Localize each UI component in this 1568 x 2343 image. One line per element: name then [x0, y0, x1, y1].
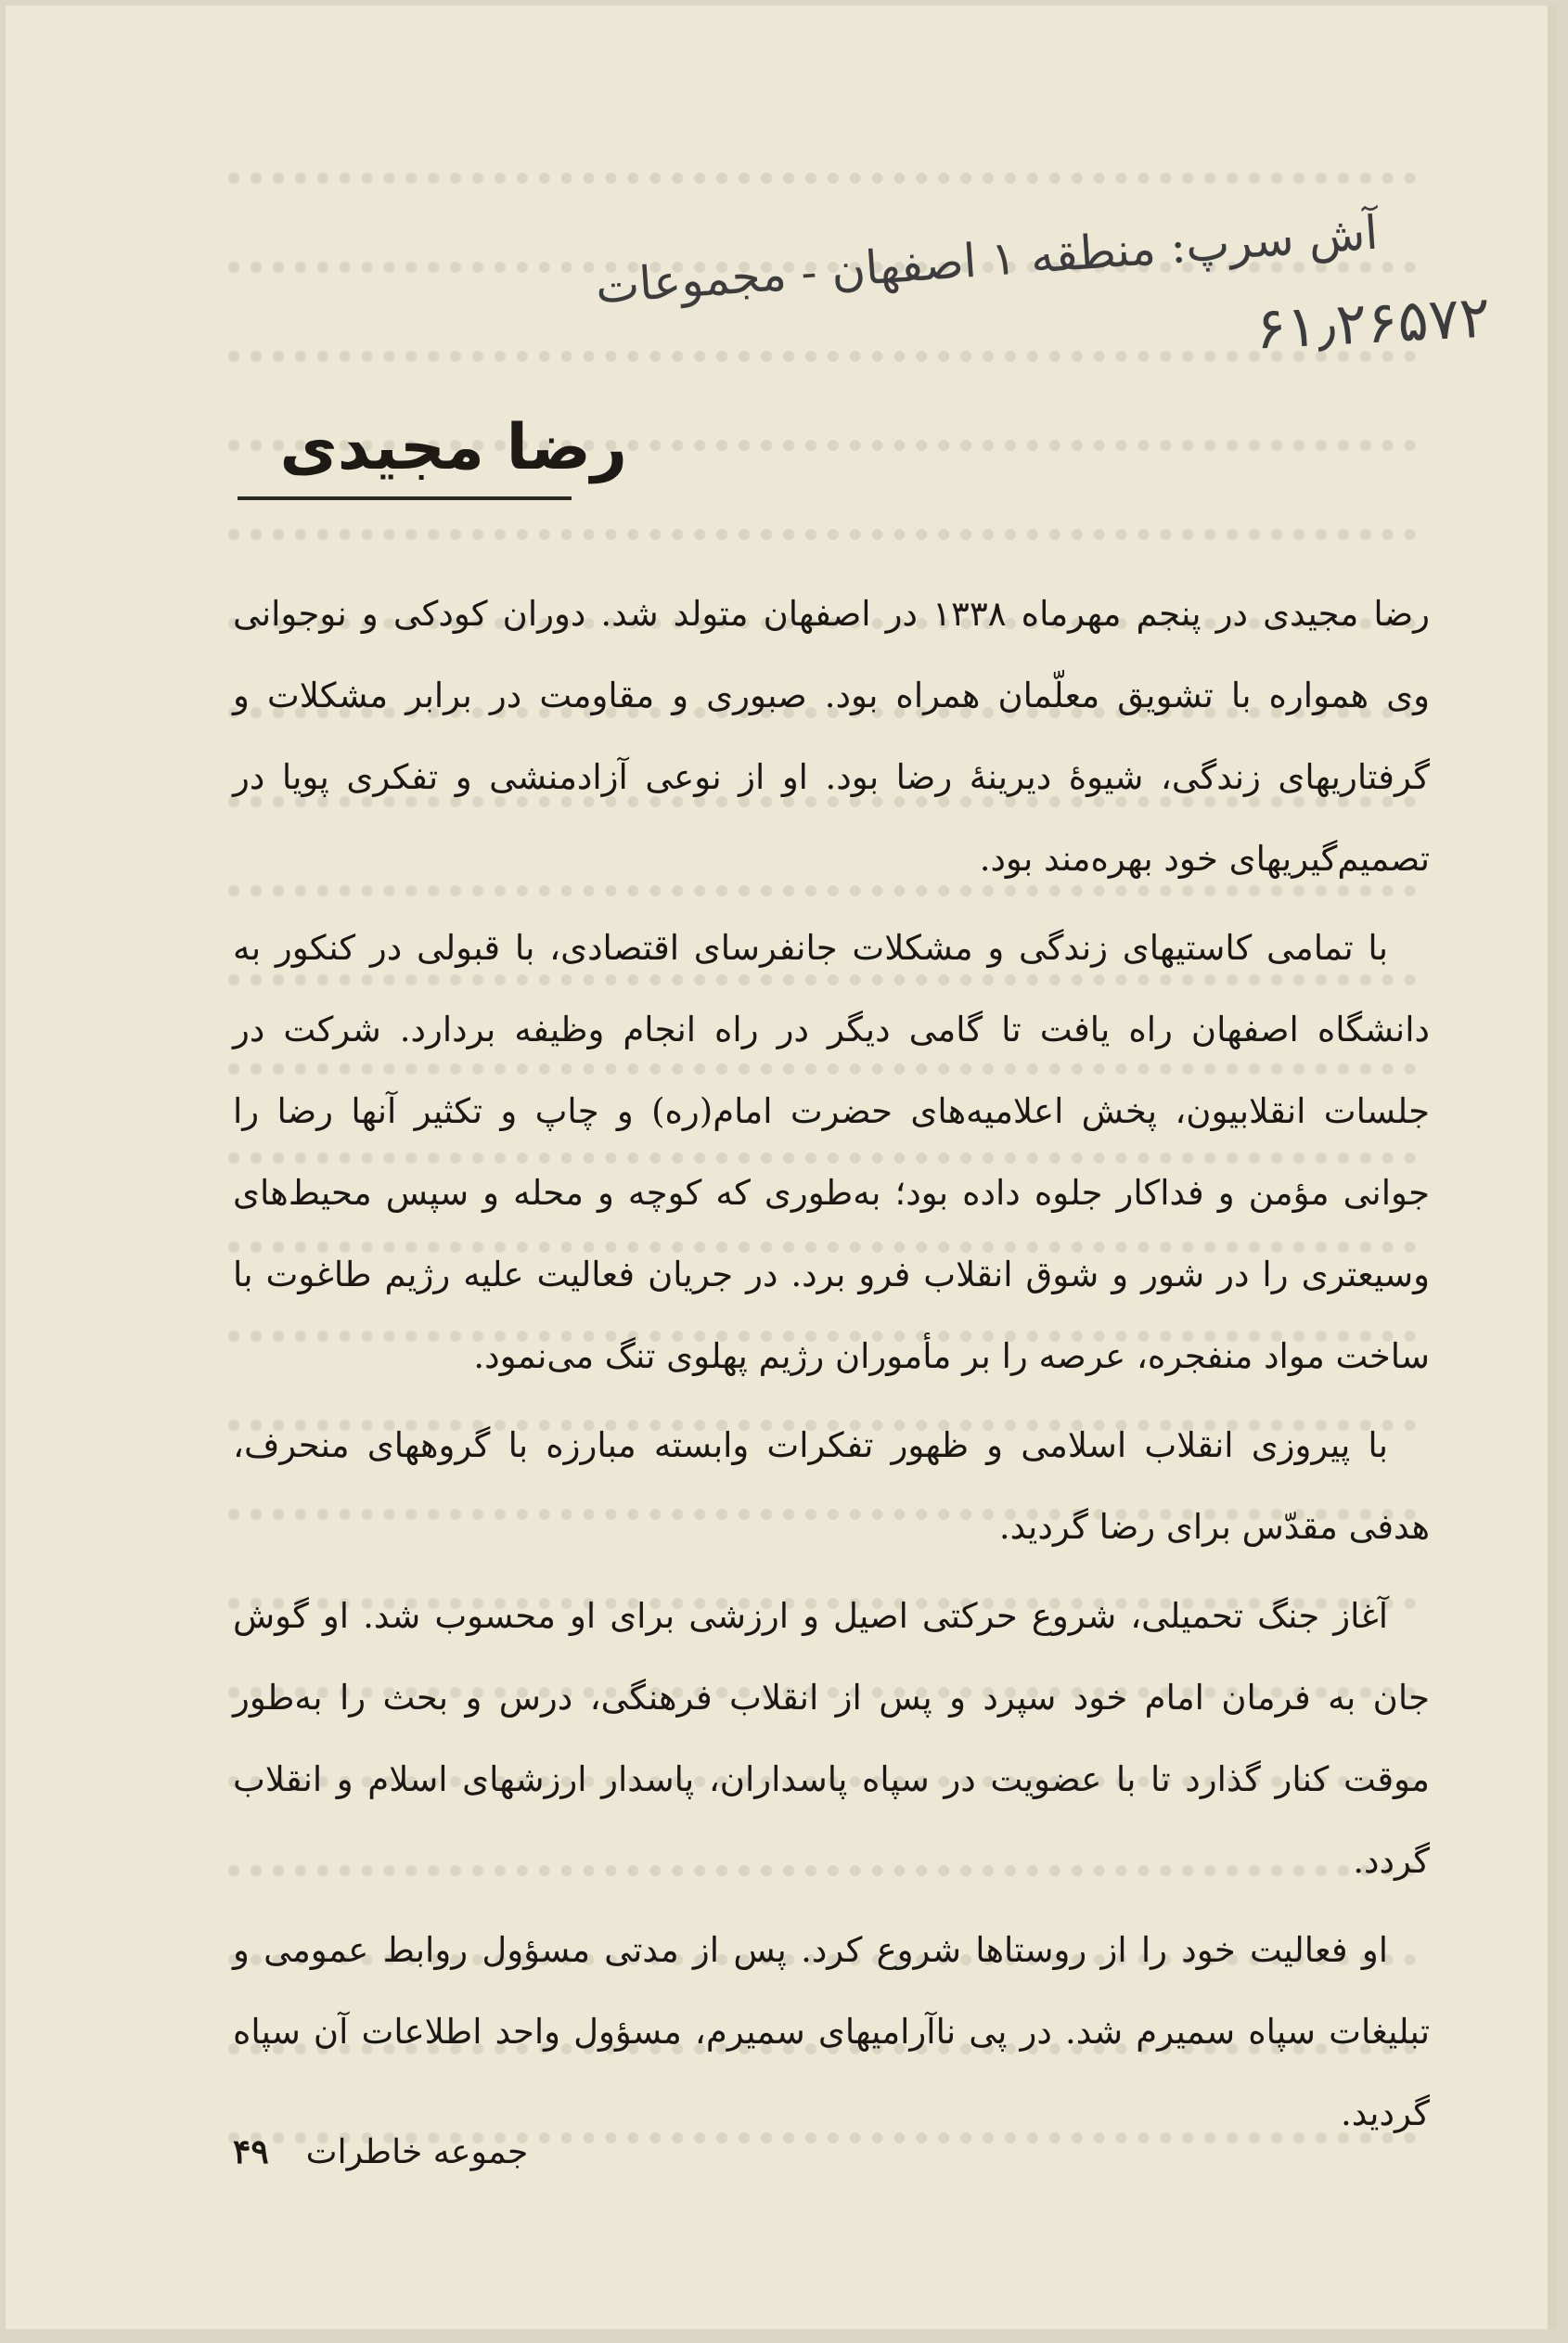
footer-book-title: جموعه خاطرات — [305, 2133, 529, 2171]
paragraph-3: با پیروزی انقلاب اسلامی و ظهور تفکرات وابسته مبارزه با گروههای منحرف، هدفی مقدّس برای رضا گردید. — [233, 1425, 1430, 1547]
paragraph-2: با تمامی کاستیهای زندگی و مشکلات جانفرسای اقتصادی، با قبولی در کنکور به دانشگاه اصفهان راه یافت تا گامی دیگر در راه انجام وظیفه بردارد. شرکت در جلسات انقلابیون، پخش اعلامیه‌های حضرت امام(ره) و چاپ و تکثیر آنها رضا را جوانی مؤمن و فداکار جلوه داده بود؛ به‌طوری که کوچه و محله و سپس محیط‌های وسیعتری را در شور و شوق انقلاب فرو برد. در جریان فعالیت علیه رژیم طاغوت با ساخت مواد منفجره، عرصه را بر مأموران رژیم پهلوی تنگ می‌نمود. — [233, 928, 1430, 1376]
title-underline — [238, 496, 572, 500]
paragraph-1: رضا مجیدی در پنجم مهرماه ۱۳۳۸ در اصفهان متولد شد. دوران کودکی و نوجوانی وی همواره با تشویق معلّمان همراه بود. صبوری و مقاومت در برابر مشکلات و گرفتاریهای زندگی، شیوهٔ دیرینهٔ رضا بود. او از نوعی آزادمنشی و تفکری پویا در تصمیم‌گیریهای خود بهره‌مند بود. — [233, 594, 1430, 879]
title-block — [238, 411, 627, 500]
paragraph-4: آغاز جنگ تحمیلی، شروع حرکتی اصیل و ارزشی برای او محسوب شد. او گوش جان به فرمان امام خود سپرد و پس از انقلاب فرهنگی، درس و بحث را به‌طور موقت کنار گذارد تا با عضویت در سپاه پاسداران، پاسدار ارزشهای اسلام و انقلاب گردد. — [233, 1596, 1430, 1881]
handwritten-line-2: ۶۱٫۲۶۵۷۲ — [1253, 282, 1492, 363]
body-text — [233, 573, 1430, 2162]
page-footer — [233, 2132, 528, 2171]
handwritten-annotation — [414, 205, 1492, 363]
page-number: ۴۹ — [233, 2132, 269, 2171]
document-page — [6, 6, 1557, 2329]
handwritten-line-1: آش سرپ: منطقه ۱ اصفهان - مجموعات — [593, 205, 1380, 315]
paragraph-5: او فعالیت خود را از روستاها شروع کرد. پس از مدتی مسؤول روابط عمومی و تبلیغات سپاه سمیرم شد. در پی ناآرامیهای سمیرم، مسؤول واحد اطلاعات آن سپاه گردید. — [233, 1930, 1430, 2133]
page-title: رضا مجیدی — [279, 411, 627, 484]
